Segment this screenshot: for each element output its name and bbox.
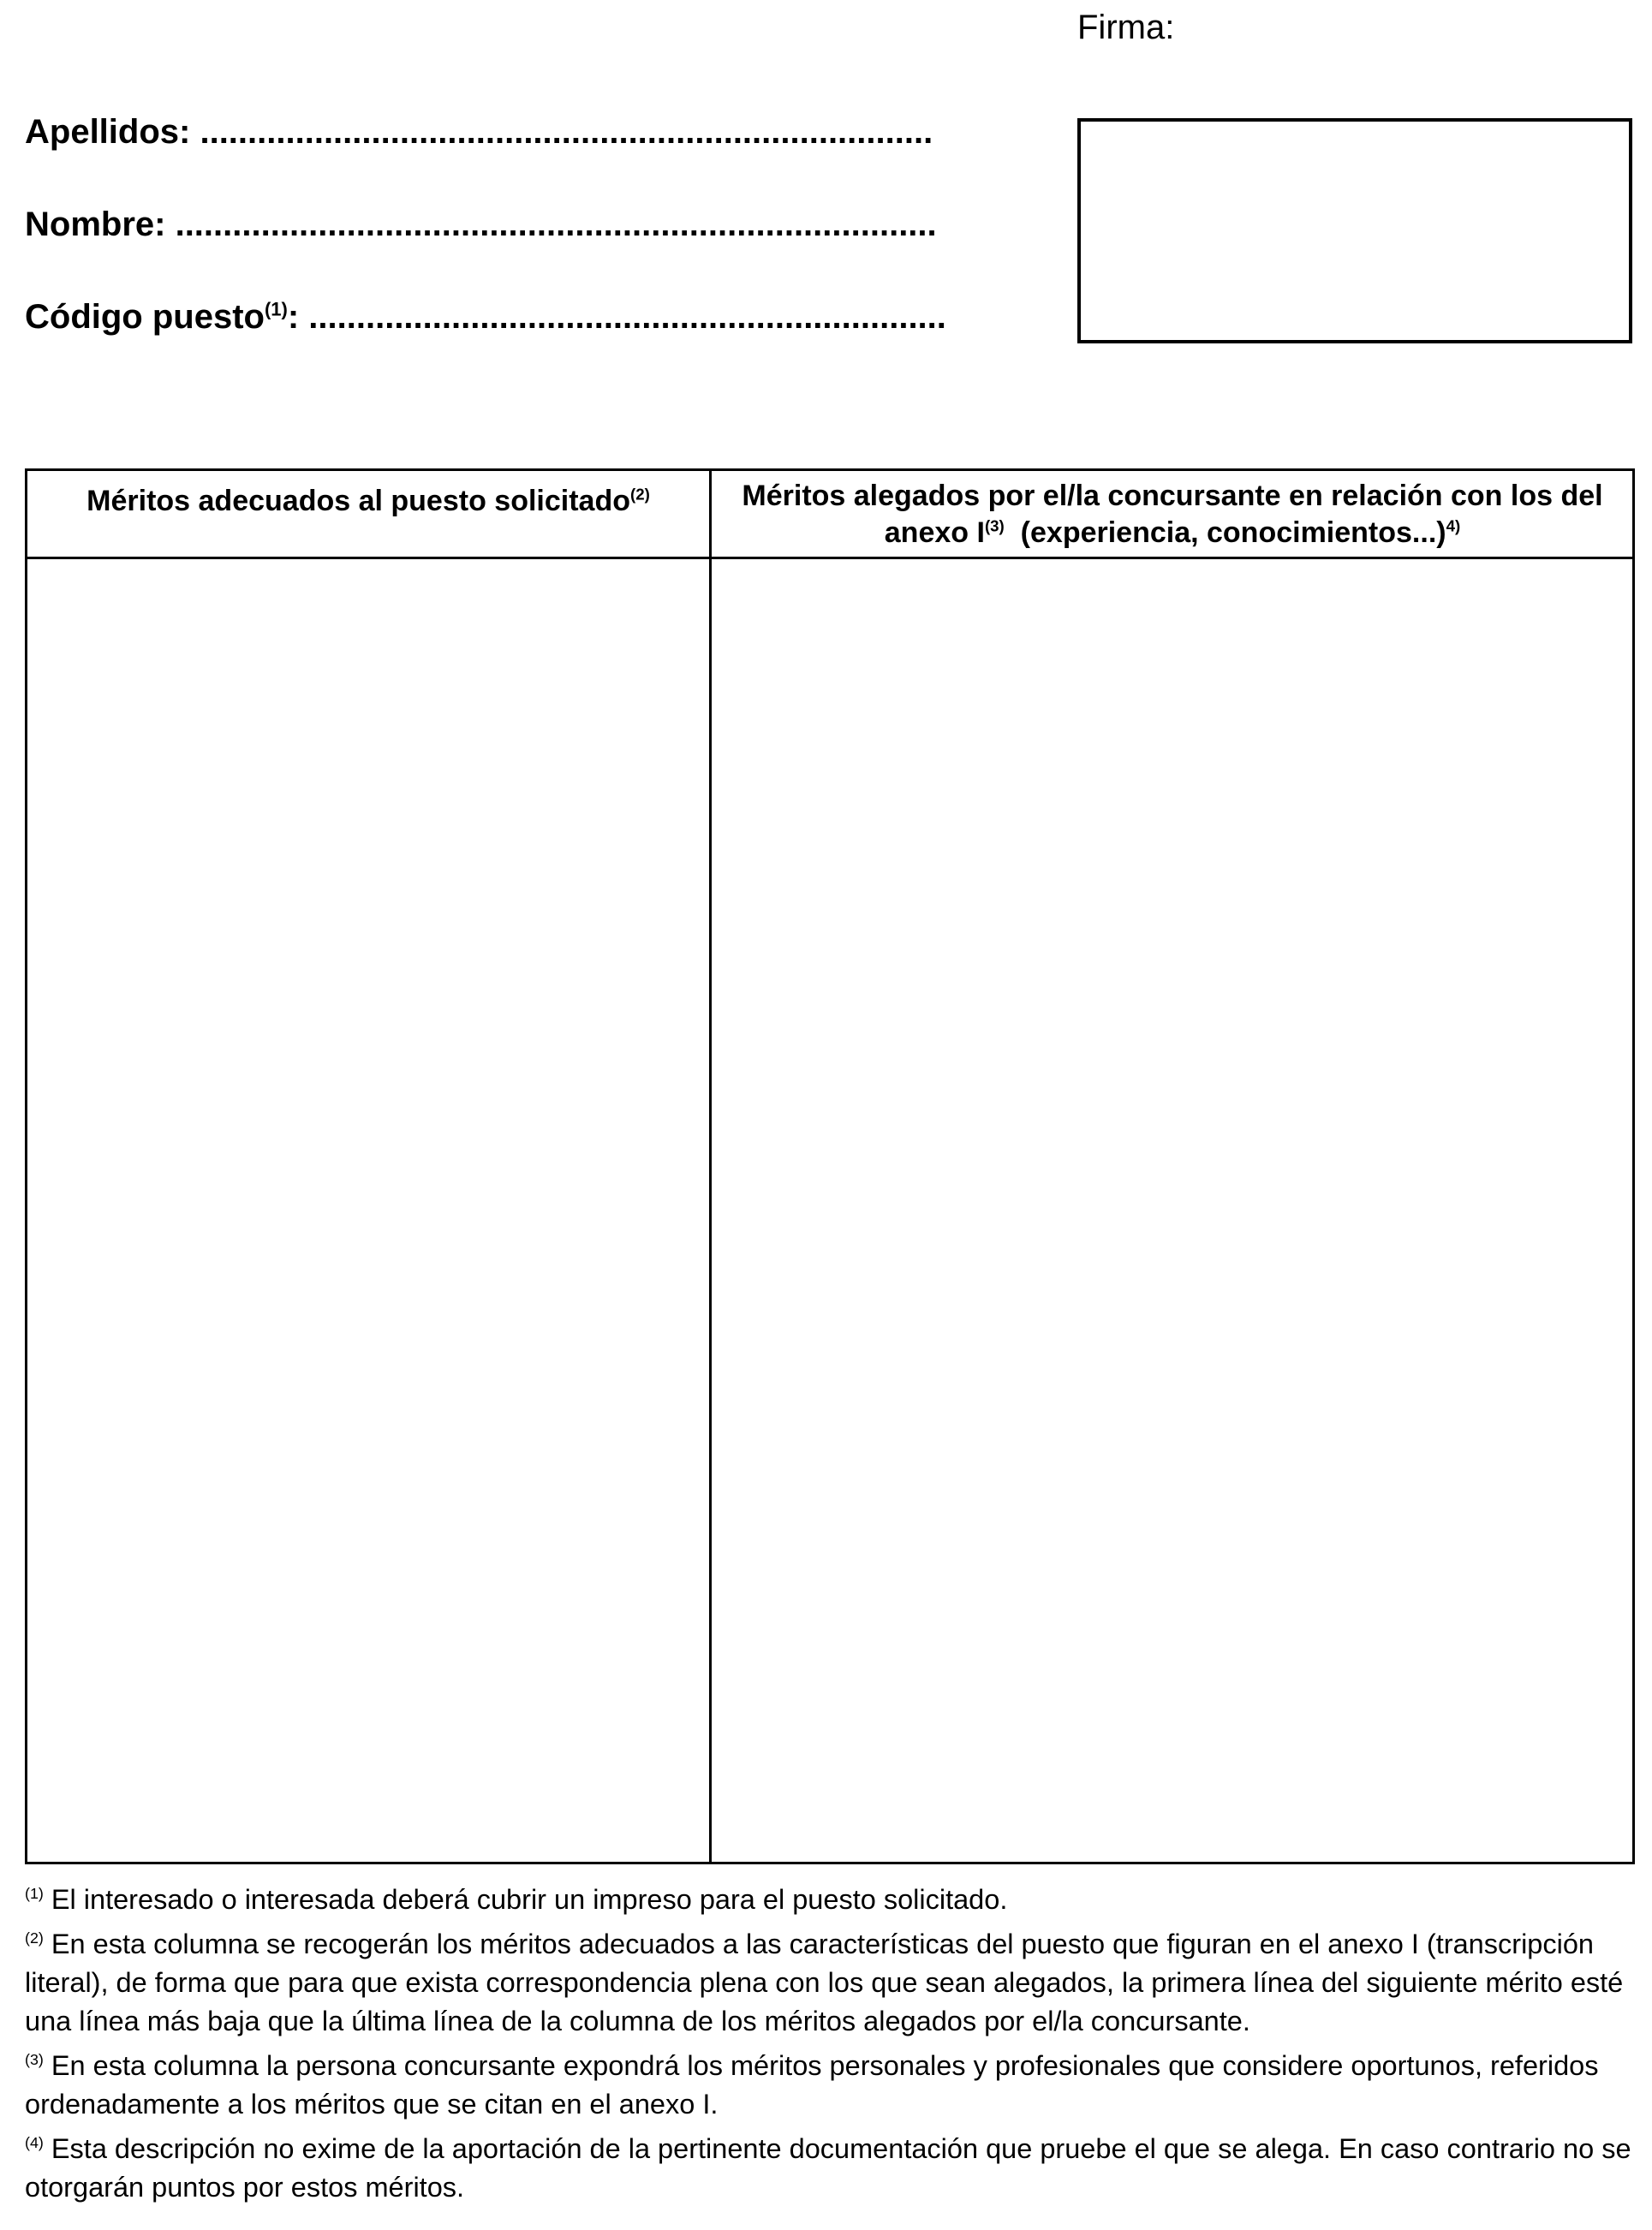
footnote-2: [25, 1925, 1639, 2041]
signature-label: Firma:: [1077, 9, 1175, 46]
codigo-puesto-dots: ...................................................................: [299, 298, 946, 336]
header-left-footnote-ref: (2): [629, 485, 650, 504]
footnote-1: [25, 1881, 1639, 1919]
footnote-1-text: El interesado o interesada deberá cubrir un impreso para el puesto solicitado.: [43, 1884, 1008, 1915]
header-right-footnote-ref-4: 4): [1446, 516, 1461, 535]
header-left-text: Méritos adecuados al puesto solicitado: [86, 485, 630, 517]
apellidos-label: Apellidos:: [25, 113, 191, 151]
nombre-label: Nombre:: [25, 206, 166, 243]
header-right-footnote-ref-3: (3): [984, 516, 1005, 535]
meritos-adecuados-cell[interactable]: [27, 559, 709, 1862]
footnote-4-ref: (4): [25, 2134, 44, 2152]
header-meritos-adecuados: [27, 483, 709, 520]
footnotes: [25, 1881, 1639, 2213]
footnote-4-text: Esta descripción no exime de la aportación de la pertinente documentación que pruebe el que se alega. En caso contrario no se otorgarán puntos por estos méritos.: [25, 2133, 1631, 2203]
footnote-3-text: En esta columna la persona concursante expondrá los méritos personales y profesionales que considere oportunos, referidos ordenadamente a los méritos que se citan en el anexo I.: [25, 2050, 1599, 2120]
apellidos-field[interactable]: [25, 111, 1053, 152]
header-right-experiencia: (experiencia, conocimientos...): [1004, 516, 1446, 549]
codigo-footnote-ref: (1): [264, 298, 288, 320]
footnote-2-ref: (2): [25, 1929, 44, 1947]
header-meritos-alegados: [712, 478, 1633, 552]
footnote-1-ref: (1): [25, 1885, 44, 1903]
codigo-puesto-field[interactable]: [25, 296, 1053, 337]
header-right-anexo: anexo I: [884, 516, 985, 549]
footnote-2-text: En esta columna se recogerán los méritos adecuados a las características del puesto que figuran en el anexo I (transcripción literal), de forma que para que exista correspondencia plena con los que sean alegados, la primera línea del siguiente mérito esté una línea más baja que la última línea de la columna de los méritos alegados por el/la concursante.: [25, 1929, 1624, 2036]
footnote-3-ref: (3): [25, 2051, 44, 2069]
header-right-line1: Méritos alegados por el/la concursante en relación con los del: [742, 480, 1603, 512]
footnote-3: [25, 2047, 1639, 2124]
codigo-puesto-label: Código puesto: [25, 298, 265, 336]
meritos-alegados-cell[interactable]: [712, 559, 1632, 1862]
nombre-dots: ................................................................................: [175, 206, 937, 243]
footnote-4: [25, 2130, 1639, 2207]
apellidos-dots: .............................................................................: [200, 113, 933, 151]
signature-box[interactable]: [1077, 118, 1632, 343]
codigo-colon: :: [287, 298, 300, 336]
header-right-line2: [712, 515, 1633, 552]
nombre-field[interactable]: [25, 204, 1053, 245]
merits-table: [25, 468, 1635, 1864]
